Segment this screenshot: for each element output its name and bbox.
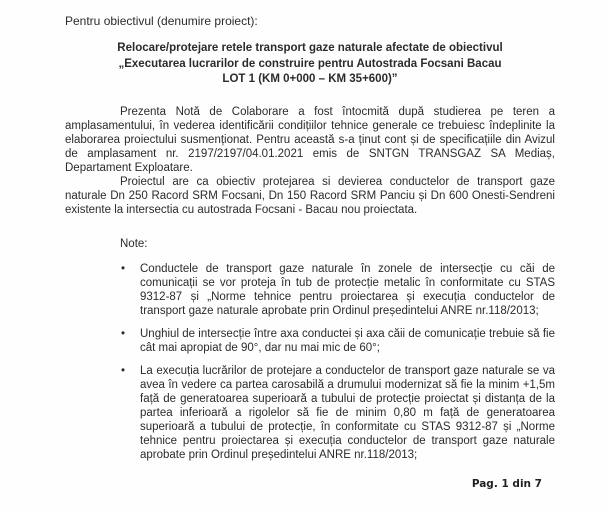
document-content xyxy=(65,14,555,471)
project-title-line3: LOT 1 (KM 0+000 – KM 35+600)” xyxy=(222,73,398,85)
paragraph-collaboration-note: Prezenta Notă de Colaborare a fost întocmită după studierea pe teren a amplasamentului, în vederea identificării condițiilor tehnice generale ce trebuiesc îndeplinite la elaborarea proiectului susmenționat. Pentru această s-a ținut cont și de specificațiile din Avizul de amplasament nr. 2197/2197/04.01.2021 emis de SNTGN TRANSGAZ SA Mediaș, Departament Exploatare. xyxy=(65,105,555,174)
note-item-text: La execuția lucrărilor de protejare a conductelor de transport gaze naturale se va avea în vedere ca partea carosabilă a drumului modernizat să fie la minim +1,5m față de generatoarea superioară a tubului de protecție proiectat și distanța de la partea inferioară a rigolelor să fie de minim 0,80 m față de generatoarea superioară a tubului de protecție, în conformitate cu STAS 9312-87 și „Norme tehnice pentru proiectarea și execuția conductelor de transport gaze naturale aprobate prin Ordinul președintelui ANRE nr.118/2013; xyxy=(140,364,555,461)
note-label: Note: xyxy=(120,237,148,250)
note-item-execution-depth xyxy=(121,364,555,462)
note-item-text: Conductele de transport gaze naturale în zonele de intersecție cu căi de comunicații se vor proteja în tub de protecție metalic în conformitate cu STAS 9312-87 și „Norme tehnice pentru proiectarea și execuția conductelor de transport gaze naturale aprobate prin Ordinul președintelui ANRE nr.118/2013; xyxy=(140,262,555,317)
paragraph-project-objective: Proiectul are ca obiectiv protejarea si devierea conductelor de transport gaze naturale Dn 250 Racord SRM Focsani, Dn 150 Racord SRM Panciu și Dn 600 Onesti-Sendreni existente la intersectia cu autostrada Focsani - Bacau nou proiectata. xyxy=(65,175,555,216)
note-item-text: Unghiul de intersecție între axa conductei și axa căii de comunicație trebuie să fie cât mai apropiat de 90°, dar nu mai mic de 60°; xyxy=(140,327,555,354)
bullet-icon: • xyxy=(121,327,126,340)
notes-list xyxy=(65,262,555,462)
page-number: Pag. 1 din 7 xyxy=(471,478,542,490)
bullet-icon: • xyxy=(121,262,126,275)
project-title xyxy=(65,41,555,88)
project-title-line1: Relocare/protejare retele transport gaze naturale afectate de obiectivul xyxy=(117,42,503,54)
intro-line: Pentru obiectivul (denumire proiect): xyxy=(65,14,258,28)
note-item-intersection-angle xyxy=(121,327,555,355)
bullet-icon: • xyxy=(121,364,126,377)
note-item-protection-tube xyxy=(121,262,555,318)
project-title-line2: „Executarea lucrarilor de construire pentru Autostrada Focsani Bacau xyxy=(118,57,502,70)
